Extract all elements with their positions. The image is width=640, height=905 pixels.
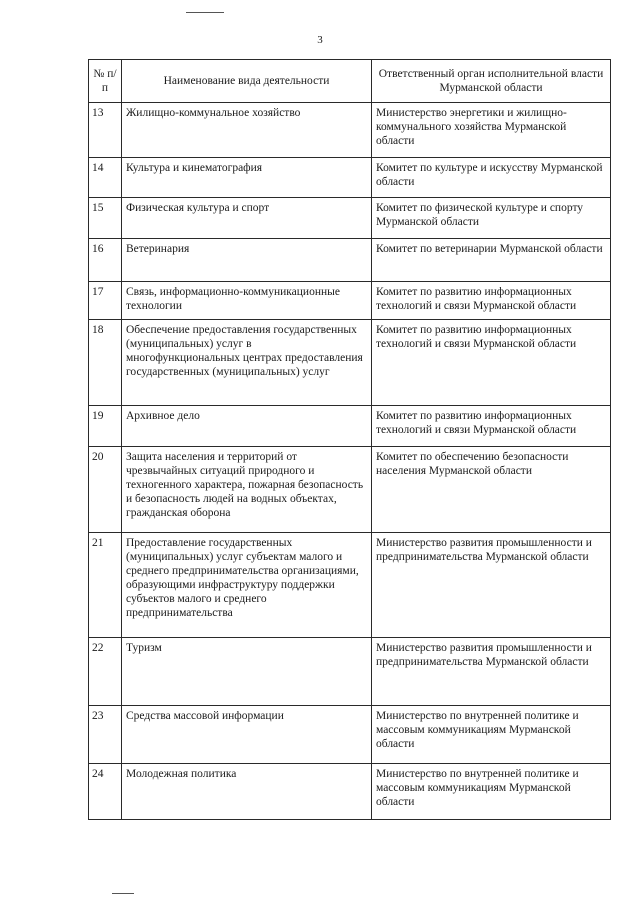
- table-row: [89, 533, 611, 638]
- row-organ: Комитет по физической культуре и спорту Мурманской области: [372, 198, 611, 239]
- row-organ: Комитет по развитию информационных технологий и связи Мурманской области: [372, 320, 611, 406]
- row-organ: Министерство энергетики и жилищно-коммунального хозяйства Мурманской области: [372, 103, 611, 158]
- row-organ: Комитет по ветеринарии Мурманской области: [372, 239, 611, 282]
- table-row: [89, 158, 611, 198]
- row-activity: Туризм: [122, 638, 372, 706]
- row-activity: Архивное дело: [122, 406, 372, 447]
- row-activity: Обеспечение предоставления государственных (муниципальных) услуг в многофункциональных центрах предоставления государственных (муниципальных) услуг: [122, 320, 372, 406]
- row-activity: Молодежная политика: [122, 764, 372, 820]
- row-activity: Средства массовой информации: [122, 706, 372, 764]
- scan-mark: [186, 12, 224, 13]
- row-number: 22: [89, 638, 122, 706]
- row-activity: Жилищно-коммунальное хозяйство: [122, 103, 372, 158]
- row-organ: Министерство по внутренней политике и массовым коммуникациям Мурманской области: [372, 764, 611, 820]
- row-activity: Предоставление государственных (муниципальных) услуг субъектам малого и среднего предпринимательства организациями, образующими инфраструктуру поддержки субъектов малого и среднего предпринимательства: [122, 533, 372, 638]
- row-number: 24: [89, 764, 122, 820]
- row-number: 18: [89, 320, 122, 406]
- row-organ: Комитет по развитию информационных технологий и связи Мурманской области: [372, 282, 611, 320]
- row-number: 13: [89, 103, 122, 158]
- row-number: 16: [89, 239, 122, 282]
- row-number: 20: [89, 447, 122, 533]
- row-organ: Министерство развития промышленности и предпринимательства Мурманской области: [372, 533, 611, 638]
- row-activity: Защита населения и территорий от чрезвычайных ситуаций природного и техногенного характера, пожарная безопасность и безопасность людей на водных объектах, гражданская оборона: [122, 447, 372, 533]
- row-organ: Комитет по культуре и искусству Мурманской области: [372, 158, 611, 198]
- row-number: 21: [89, 533, 122, 638]
- table-row: [89, 638, 611, 706]
- row-organ: Комитет по развитию информационных технологий и связи Мурманской области: [372, 406, 611, 447]
- table-row: [89, 447, 611, 533]
- row-number: 23: [89, 706, 122, 764]
- row-number: 19: [89, 406, 122, 447]
- table-row: [89, 406, 611, 447]
- row-number: 14: [89, 158, 122, 198]
- table-row: [89, 103, 611, 158]
- row-number: 15: [89, 198, 122, 239]
- table-row: [89, 198, 611, 239]
- table-row: [89, 764, 611, 820]
- activity-responsibility-table: [88, 59, 611, 820]
- header-activity: Наименование вида деятельности: [122, 60, 372, 103]
- row-organ: Министерство развития промышленности и предпринимательства Мурманской области: [372, 638, 611, 706]
- row-activity: Физическая культура и спорт: [122, 198, 372, 239]
- table-row: [89, 706, 611, 764]
- table-row: [89, 282, 611, 320]
- header-number: № п/п: [89, 60, 122, 103]
- row-activity: Связь, информационно-коммуникационные технологии: [122, 282, 372, 320]
- row-organ: Министерство по внутренней политике и массовым коммуникациям Мурманской области: [372, 706, 611, 764]
- table-row: [89, 239, 611, 282]
- scan-mark: [112, 893, 134, 894]
- row-number: 17: [89, 282, 122, 320]
- row-organ: Комитет по обеспечению безопасности населения Мурманской области: [372, 447, 611, 533]
- table-row: [89, 320, 611, 406]
- page-number: 3: [317, 34, 323, 46]
- table-header-row: [89, 60, 611, 103]
- row-activity: Культура и кинематография: [122, 158, 372, 198]
- header-organ: Ответственный орган исполнительной власти Мурманской области: [372, 60, 611, 103]
- row-activity: Ветеринария: [122, 239, 372, 282]
